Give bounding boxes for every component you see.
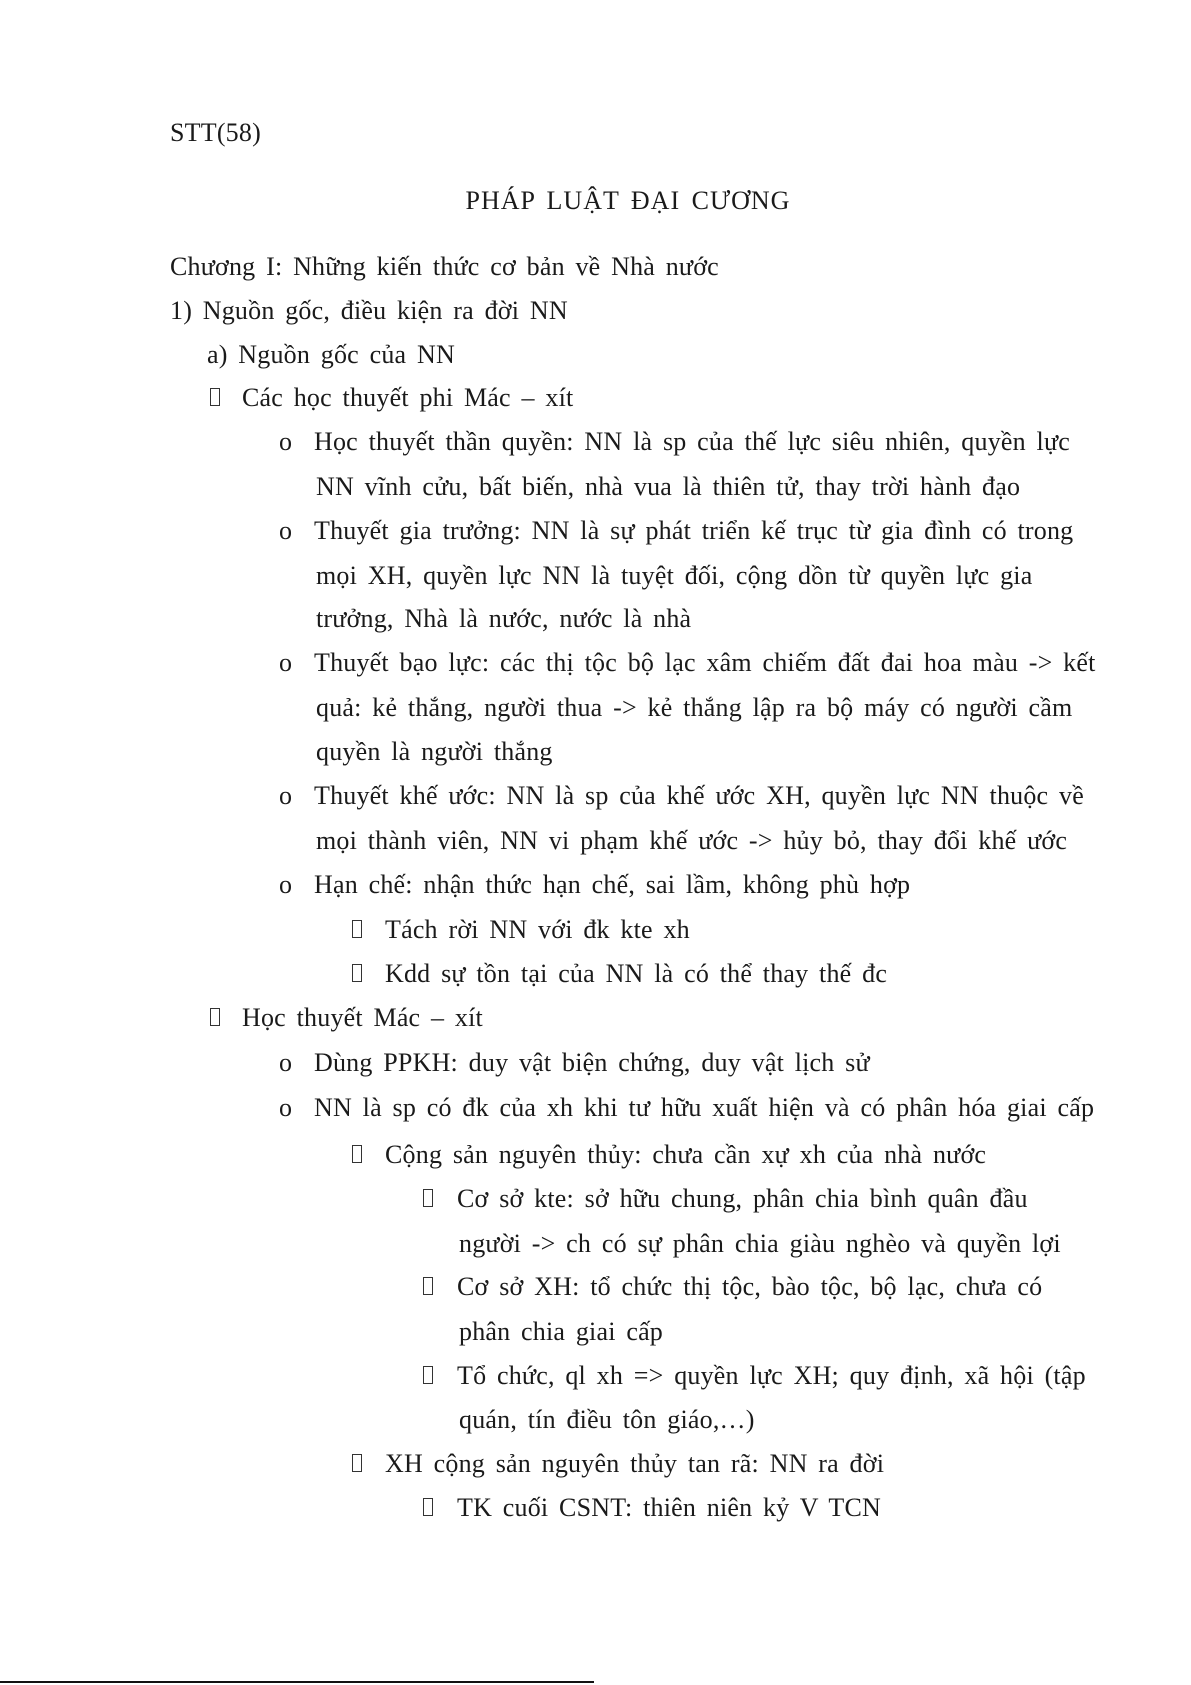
list-item: Tách rời NN với đk kte xh — [385, 915, 690, 944]
list-item: XH cộng sản nguyên thủy tan rã: NN ra đời — [385, 1449, 885, 1478]
list-item: Kdd sự tồn tại của NN là có thể thay thế đc — [385, 959, 888, 988]
round-bullet-icon: o — [279, 781, 292, 810]
list-item: Cơ sở XH: tổ chức thị tộc, bào tộc, bộ lạc, chưa có — [457, 1272, 1043, 1301]
list-item: NN là sp có đk của xh khi tư hữu xuất hiện và có phân hóa giai cấp — [314, 1093, 1095, 1122]
round-bullet-icon: o — [279, 648, 292, 677]
list-item: Thuyết bạo lực: các thị tộc bộ lạc xâm chiếm đất đai hoa màu -> kết — [314, 648, 1096, 677]
list-item: Thuyết khế ước: NN là sp của khế ước XH, quyền lực NN thuộc về — [314, 781, 1084, 810]
round-bullet-icon: o — [279, 427, 292, 456]
list-item: Học thuyết Mác – xít — [242, 1003, 483, 1032]
list-item: Dùng PPKH: duy vật biện chứng, duy vật lịch sử — [314, 1048, 870, 1077]
list-item: Cơ sở kte: sở hữu chung, phân chia bình quân đầu — [457, 1184, 1028, 1213]
list-item-continuation: mọi XH, quyền lực NN là tuyệt đối, cộng dồn từ quyền lực gia — [316, 561, 1033, 590]
square-bullet-icon — [423, 1277, 433, 1295]
list-item: Các học thuyết phi Mác – xít — [242, 383, 574, 412]
subsection-heading: a) Nguồn gốc của NN — [207, 340, 455, 369]
document-title: PHÁP LUẬT ĐẠI CƯƠNG — [465, 186, 791, 215]
list-item-continuation: quán, tín điều tôn giáo,…) — [459, 1405, 755, 1434]
square-bullet-icon — [352, 964, 362, 982]
square-bullet-icon — [423, 1366, 433, 1384]
round-bullet-icon: o — [279, 870, 292, 899]
round-bullet-icon: o — [279, 516, 292, 545]
square-bullet-icon — [210, 1008, 220, 1026]
chapter-heading: Chương I: Những kiến thức cơ bản về Nhà nước — [170, 252, 719, 281]
list-item-continuation: người -> ch có sự phân chia giàu nghèo và quyền lợi — [459, 1229, 1061, 1258]
square-bullet-icon — [423, 1498, 433, 1516]
square-bullet-icon — [210, 388, 220, 406]
square-bullet-icon — [352, 1145, 362, 1163]
list-item-continuation: phân chia giai cấp — [459, 1317, 664, 1346]
list-item-continuation: mọi thành viên, NN vi phạm khế ước -> hủy bỏ, thay đổi khế ước — [316, 826, 1068, 855]
list-item-continuation: NN vĩnh cửu, bất biến, nhà vua là thiên tử, thay trời hành đạo — [316, 472, 1021, 501]
square-bullet-icon — [423, 1189, 433, 1207]
document-number: STT(58) — [170, 118, 261, 147]
list-item: Hạn chế: nhận thức hạn chế, sai lầm, không phù hợp — [314, 870, 911, 899]
square-bullet-icon — [352, 920, 362, 938]
round-bullet-icon: o — [279, 1093, 292, 1122]
round-bullet-icon: o — [279, 1048, 292, 1077]
list-item: Học thuyết thần quyền: NN là sp của thế lực siêu nhiên, quyền lực — [314, 427, 1071, 456]
square-bullet-icon — [352, 1454, 362, 1472]
section-heading: 1) Nguồn gốc, điều kiện ra đời NN — [170, 296, 568, 325]
list-item: Cộng sản nguyên thủy: chưa cần xự xh của nhà nước — [385, 1140, 987, 1169]
list-item-continuation: trưởng, Nhà là nước, nước là nhà — [316, 604, 692, 633]
list-item: Tổ chức, ql xh => quyền lực XH; quy định, xã hội (tập — [457, 1361, 1086, 1390]
list-item: TK cuối CSNT: thiên niên kỷ V TCN — [457, 1493, 882, 1522]
list-item-continuation: quyền là người thắng — [316, 737, 553, 766]
list-item-continuation: quả: kẻ thắng, người thua -> kẻ thắng lập ra bộ máy có người cầm — [316, 693, 1073, 722]
list-item: Thuyết gia trưởng: NN là sự phát triển kế trục từ gia đình có trong — [314, 516, 1074, 545]
bottom-divider — [0, 1681, 594, 1683]
